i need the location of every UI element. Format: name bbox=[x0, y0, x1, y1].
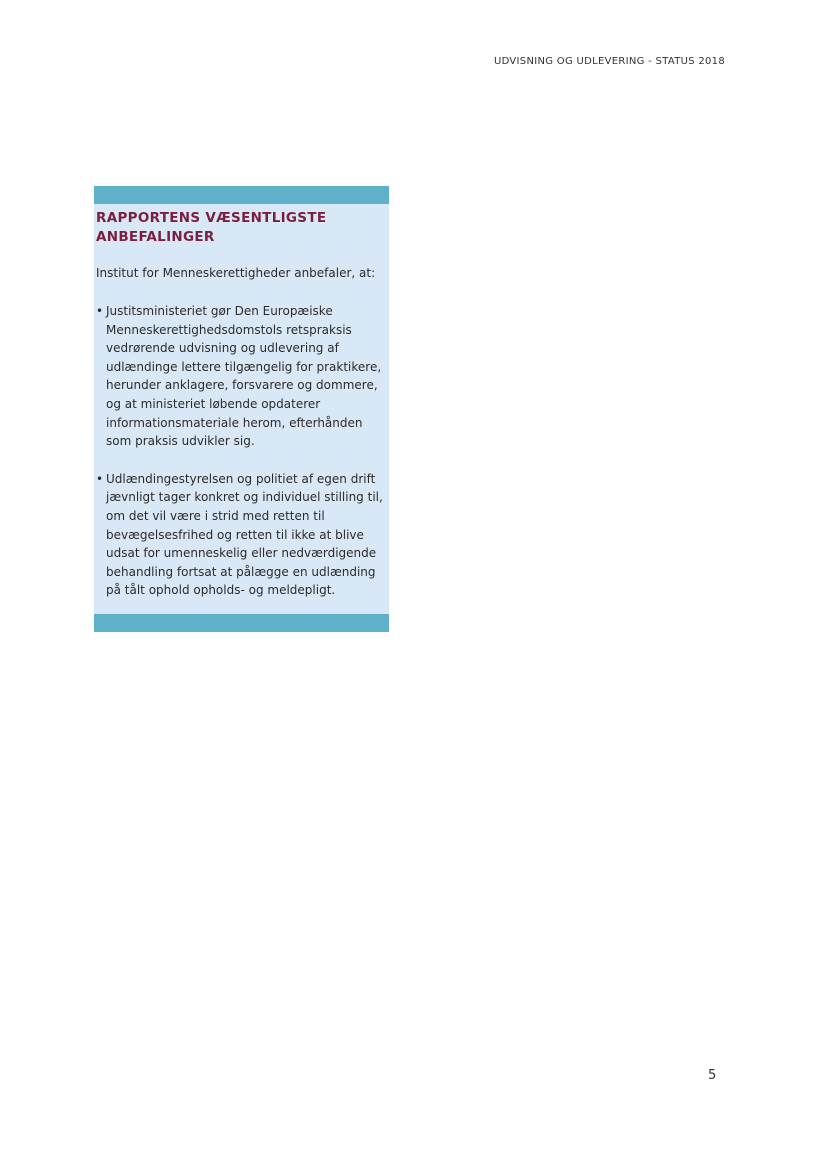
recommendation-item bbox=[96, 302, 386, 451]
box-title: RAPPORTENS VÆSENTLIGSTE ANBEFALINGER bbox=[96, 210, 327, 245]
page-number: 5 bbox=[708, 1068, 717, 1083]
recommendations-list bbox=[96, 302, 386, 619]
recommendations-box bbox=[94, 186, 389, 632]
recommendation-text: Udlændingestyrelsen og politiet af egen drift jævnligt tager konkret og individuel stilling til, om det vil være i strid med retten til bevægelsesfrihed og retten til ikke at blive udsat for umenneskelig eller nedværdigende behandling fortsat at pålægge en udlænding på tålt ophold opholds- og meldepligt. bbox=[106, 471, 383, 598]
box-bottom-bar bbox=[94, 614, 389, 632]
running-header: UDVISNING OG UDLEVERING - STATUS 2018 bbox=[493, 56, 725, 67]
box-top-bar bbox=[94, 186, 389, 204]
recommendation-text: Justitsministeriet gør Den Europæiske Menneskerettighedsdomstols retspraksis vedrørende udvisning og udlevering af udlændinge lettere tilgængelig for praktikere, herunder anklagere, forsvarere og dommere, og at ministeriet løbende opdaterer informationsmateriale herom, efterhånden som praksis udvikler sig. bbox=[106, 304, 382, 449]
recommendation-item bbox=[96, 470, 386, 600]
bullet-icon: • bbox=[96, 304, 104, 318]
box-intro: Institut for Menneskerettigheder anbefaler, at: bbox=[96, 266, 376, 280]
bullet-icon: • bbox=[96, 471, 104, 486]
